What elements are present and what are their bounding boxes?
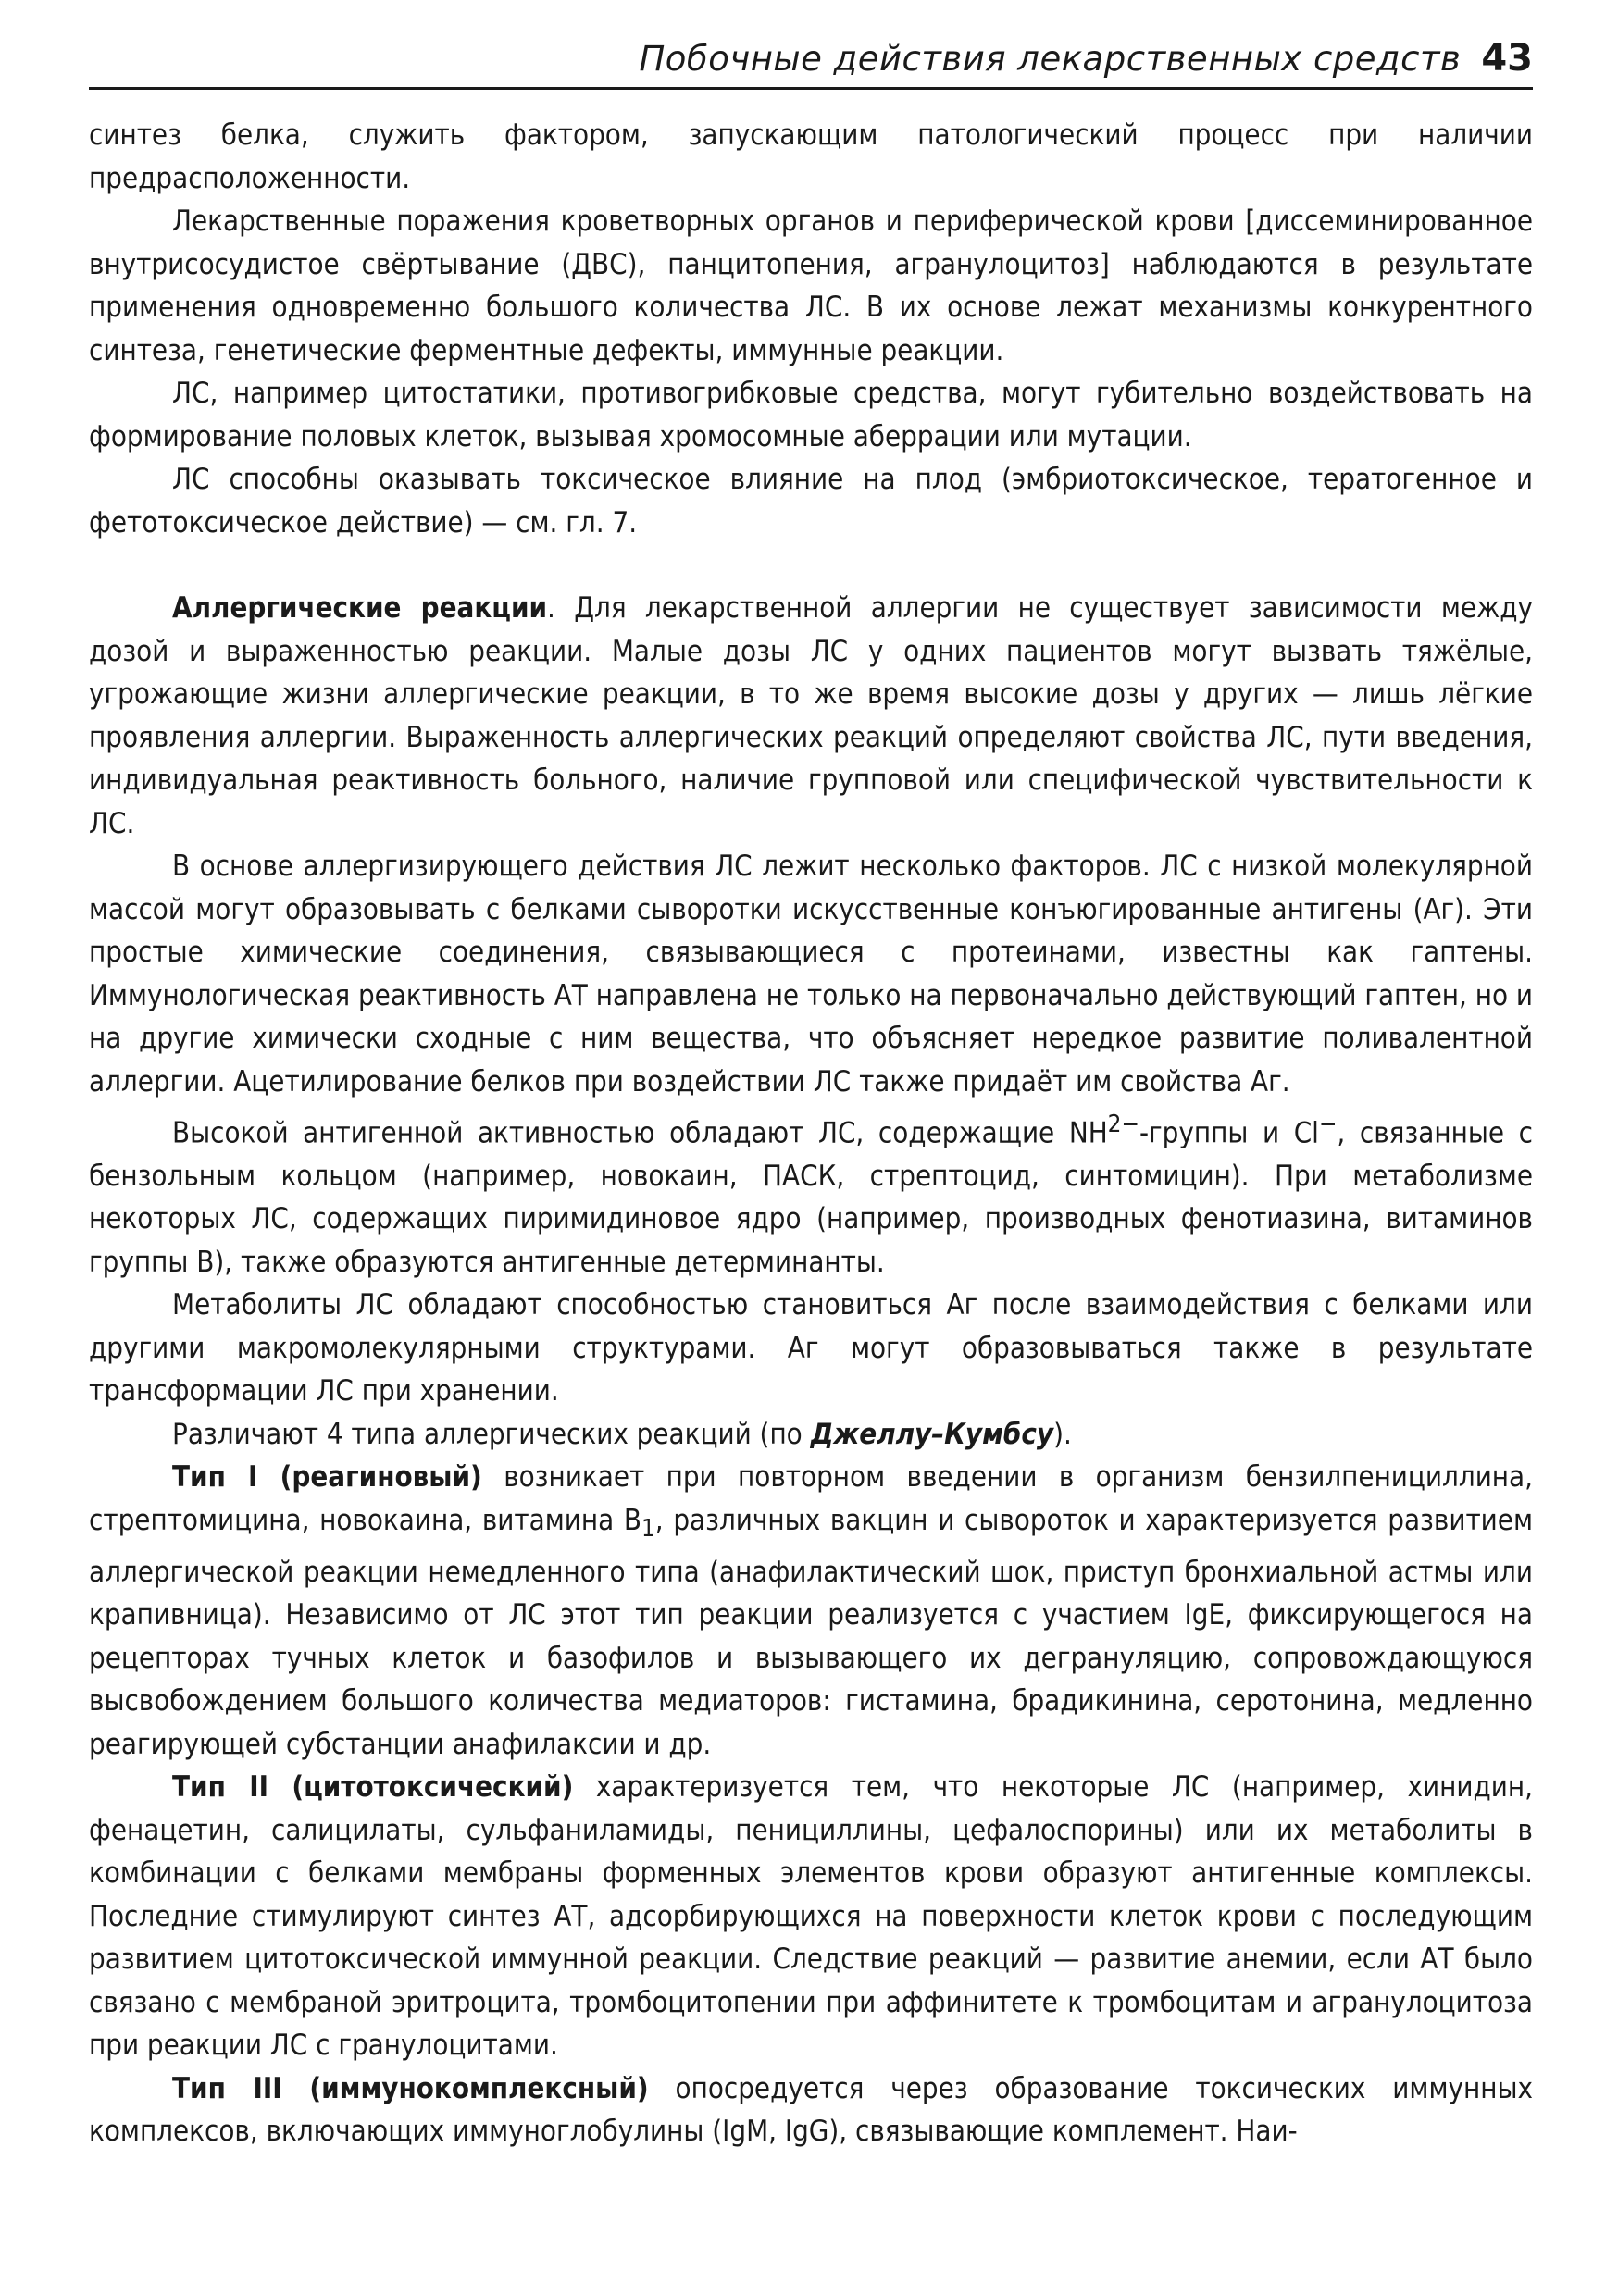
- running-header: [89, 37, 1533, 90]
- subscript-index: 1: [641, 1515, 655, 1544]
- paragraph-antigenic-activity: [89, 1103, 1533, 1284]
- running-title: Побочные действия лекарственных средств: [639, 39, 1462, 79]
- paragraph-text: характеризуется тем, что некоторые ЛС (например, хинидин, фенацетин, салицилаты, сульфаниламиды, пенициллины, цефалоспорины) или их метаболиты в комбинации с белками мембраны форменных элементов крови образуют антигенные комплексы. Последние стимулируют синтез АТ, адсорбирующихся на поверхности клеток крови с последующим развитием цитотоксической иммунной реакции. Следствие реакций — развитие анемии, если АТ было связано с мембраной эритроцита, тромбоцитопении при аффинитете к тромбоцитам и агранулоцитоза при реакции ЛС с гранулоцитами.: [89, 1770, 1533, 2063]
- superscript-charge: −: [1318, 1111, 1338, 1138]
- paragraph-text-before: Различают 4 типа аллергических реакций (по: [172, 1417, 811, 1451]
- type-term: Тип III (иммунокомплексный): [172, 2071, 649, 2105]
- paragraph-text-before: возникает при повторном введении в организм бензилпенициллина, стрептомицина, новокаина, витамина В: [89, 1460, 1533, 1537]
- paragraph-continuation: [89, 114, 1533, 200]
- paragraph-blood-disorders: [89, 200, 1533, 372]
- paragraph-metabolites: [89, 1284, 1533, 1413]
- author-reference: Джеллу–Кумбсу: [810, 1417, 1054, 1451]
- paragraph-text: ЛС, например цитостатики, противогрибковые средства, могут губительно воздействовать на формирование половых клеток, вызывая хромосомные аберрации или мутации.: [89, 377, 1533, 453]
- paragraph-type-2: [89, 1766, 1533, 2067]
- paragraph-text: опосредуется через образование токсических иммунных комплексов, включающих иммуноглобулины (IgM, IgG), связывающие комплемент. Наи-: [89, 2071, 1533, 2149]
- paragraph-text: синтез белка, служить фактором, запускающим патологический процесс при наличии предрасположенности.: [89, 118, 1533, 195]
- superscript-charge: 2−: [1107, 1111, 1139, 1138]
- paragraph-text: В основе аллергизирующего действия ЛС лежит несколько факторов. ЛС с низкой молекулярной массой могут образовывать с белками сыворотки искусственные конъюгированные антигены (Аг). Эти простые химические соединения, связывающиеся с протеинами, известны как гаптены. Иммунологическая реактивность АТ направлена не только на первоначально действующий гаптен, но и на другие химически сходные с ним вещества, что объясняет нередкое развитие поливалентной аллергии. Ацетилирование белков при воздействии ЛС также придаёт им свойства Аг.: [89, 850, 1533, 1098]
- paragraph-haptens: [89, 845, 1533, 1103]
- type-term: Тип I (реагиновый): [172, 1460, 482, 1495]
- type-term: Тип II (цитотоксический): [172, 1770, 574, 1805]
- paragraph-text: , связанные с бензольным кольцом (например, новокаин, ПАСК, стрептоцид, синтомицин). При метаболизме некоторых ЛС, содержащих пиримидиновое ядро (например, производных фенотиазина, витаминов группы В), также образуются антигенные детерминанты.: [89, 1116, 1533, 1279]
- paragraph-text: ЛС способны оказывать токсическое влияние на плод (эмбриотоксическое, тератогенное и фетотоксическое действие) — см. гл. 7.: [89, 463, 1533, 540]
- paragraph-fetal-toxicity: [89, 458, 1533, 544]
- paragraph-text: , различных вакцин и сывороток и характеризуется развитием аллергической реакции немедленного типа (анафилактический шок, приступ бронхиальной астмы или крапивница). Независимо от ЛС этот тип реакции реализуется с участием IgE, фиксирующегося на рецепторах тучных клеток и базофилов и вызывающего их дегрануляцию, сопровождающуюся высвобождением большого количества медиаторов: гистамина, брадикинина, серотонина, медленно реагирующей субстанции анафилаксии и др.: [89, 1503, 1534, 1761]
- paragraph-allergic-reactions: [89, 587, 1533, 845]
- paragraph-four-types: [89, 1413, 1533, 1457]
- paragraph-type-1: [89, 1456, 1533, 1766]
- paragraph-type-3: [89, 2067, 1533, 2153]
- section-heading-term: Аллергические реакции: [172, 591, 548, 625]
- paragraph-text-middle: -группы и Cl: [1139, 1116, 1319, 1150]
- page-number: 43: [1481, 37, 1533, 80]
- body-text: [89, 114, 1533, 2153]
- book-page: [89, 37, 1533, 2153]
- paragraph-text: Метаболиты ЛС обладают способностью становиться Аг после взаимодействия с белками или другими макромолекулярными структурами. Аг могут образовываться также в результате трансформации ЛС при хранении.: [89, 1288, 1533, 1409]
- paragraph-text: . Для лекарственной аллергии не существует зависимости между дозой и выраженностью реакции. Малые дозы ЛС у одних пациентов могут вызвать тяжёлые, угрожающие жизни аллергические реакции, в то же время высокие дозы у других — лишь лёгкие проявления аллергии. Выраженность аллергических реакций определяют свойства ЛС, пути введения, индивидуальная реактивность больного, наличие групповой или специфической чувствительности к ЛС.: [89, 591, 1533, 840]
- paragraph-text-before: Высокой антигенной активностью обладают ЛС, содержащие NH: [172, 1116, 1108, 1150]
- paragraph-text: Лекарственные поражения кроветворных органов и периферической крови [диссеминированное внутрисосудистое свёртывание (ДВС), панцитопения, агранулоцитоз] наблюдаются в результате применения одновременно большого количества ЛС. В их основе лежат механизмы конкурентного синтеза, генетические ферментные дефекты, иммунные реакции.: [89, 205, 1533, 367]
- paragraph-text: ).: [1053, 1417, 1072, 1451]
- paragraph-germ-cells: [89, 372, 1533, 458]
